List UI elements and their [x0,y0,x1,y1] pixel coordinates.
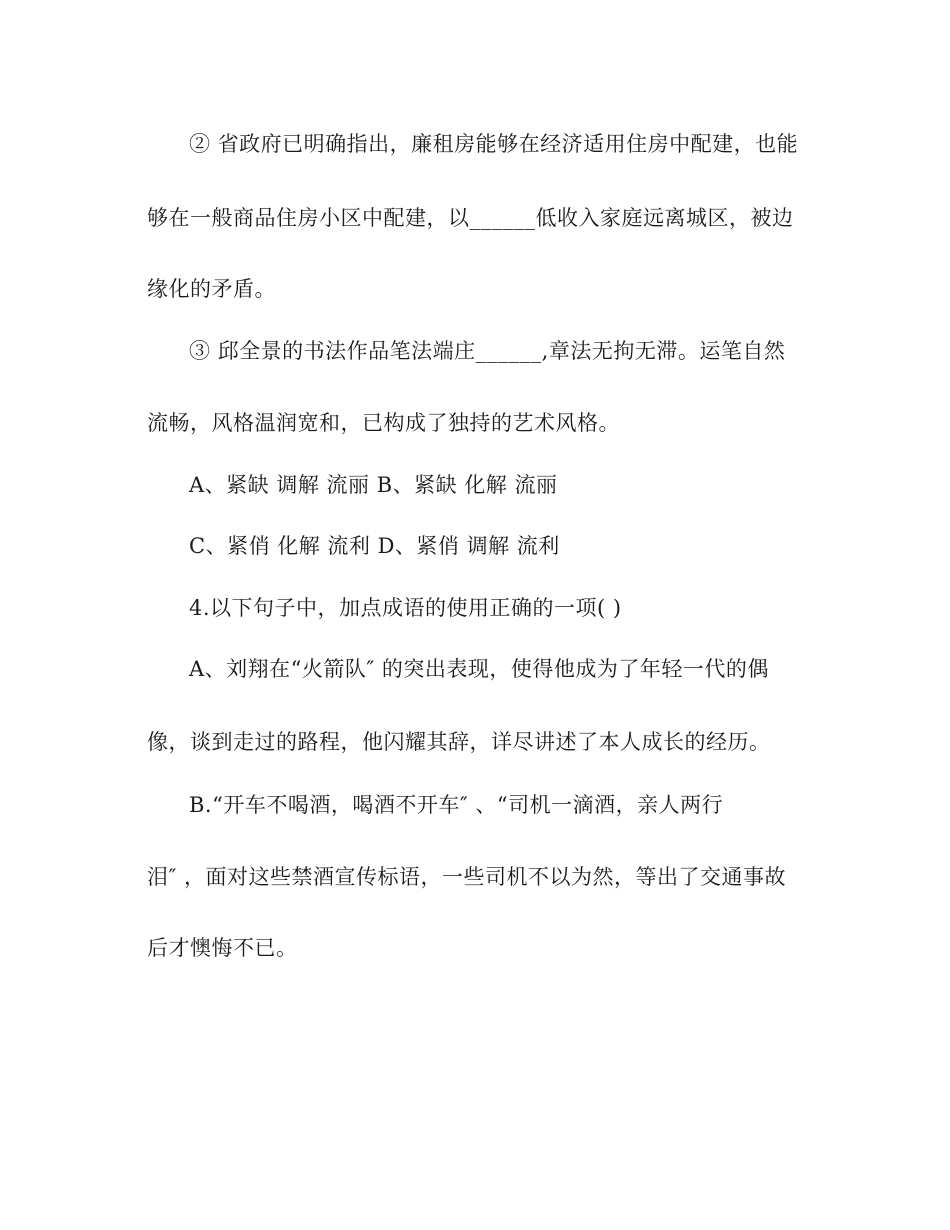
question-4-option-b-1: B.“开车不喝酒，喝酒不开车″ 、“司机一滴酒，亲人两行 [189,793,724,817]
question-4-option-a-1: A、刘翔在“火箭队″ 的突出表现，使得他成为了年轻一代的偶 [189,657,769,681]
paragraph-line-item3-1: ③ 邱全景的书法作品笔法端庄______,章法无拘无滞。运笔自然 [189,339,786,363]
paragraph-line-item2-1: ② 省政府已明确指出，廉租房能够在经济适用住房中配建，也能 [189,132,799,156]
option-line-cd: C、紧俏 化解 流利 D、紧俏 调解 流利 [189,534,560,558]
paragraph-line-item2-2: 够在一般商品住房小区中配建，以______低收入家庭远离城区，被边 [147,206,794,230]
question-4-option-b-3: 后才懊悔不已。 [147,936,298,960]
question-4-stem: 4.以下句子中，加点成语的使用正确的一项( ) [189,596,622,620]
paragraph-line-item3-2: 流畅，风格温润宽和，已构成了独持的艺术风格。 [147,411,620,435]
question-4-option-a-2: 像，谈到走过的路程，他闪耀其辞，详尽讲述了本人成长的经历。 [147,730,771,754]
question-4-option-b-2: 泪″ ，面对这些禁酒宣传标语，一些司机不以为然，等出了交通事故 [147,865,787,889]
option-line-ab: A、紧缺 调解 流丽 B、紧缺 化解 流丽 [189,473,558,497]
paragraph-line-item2-3: 缘化的矛盾。 [147,277,276,301]
